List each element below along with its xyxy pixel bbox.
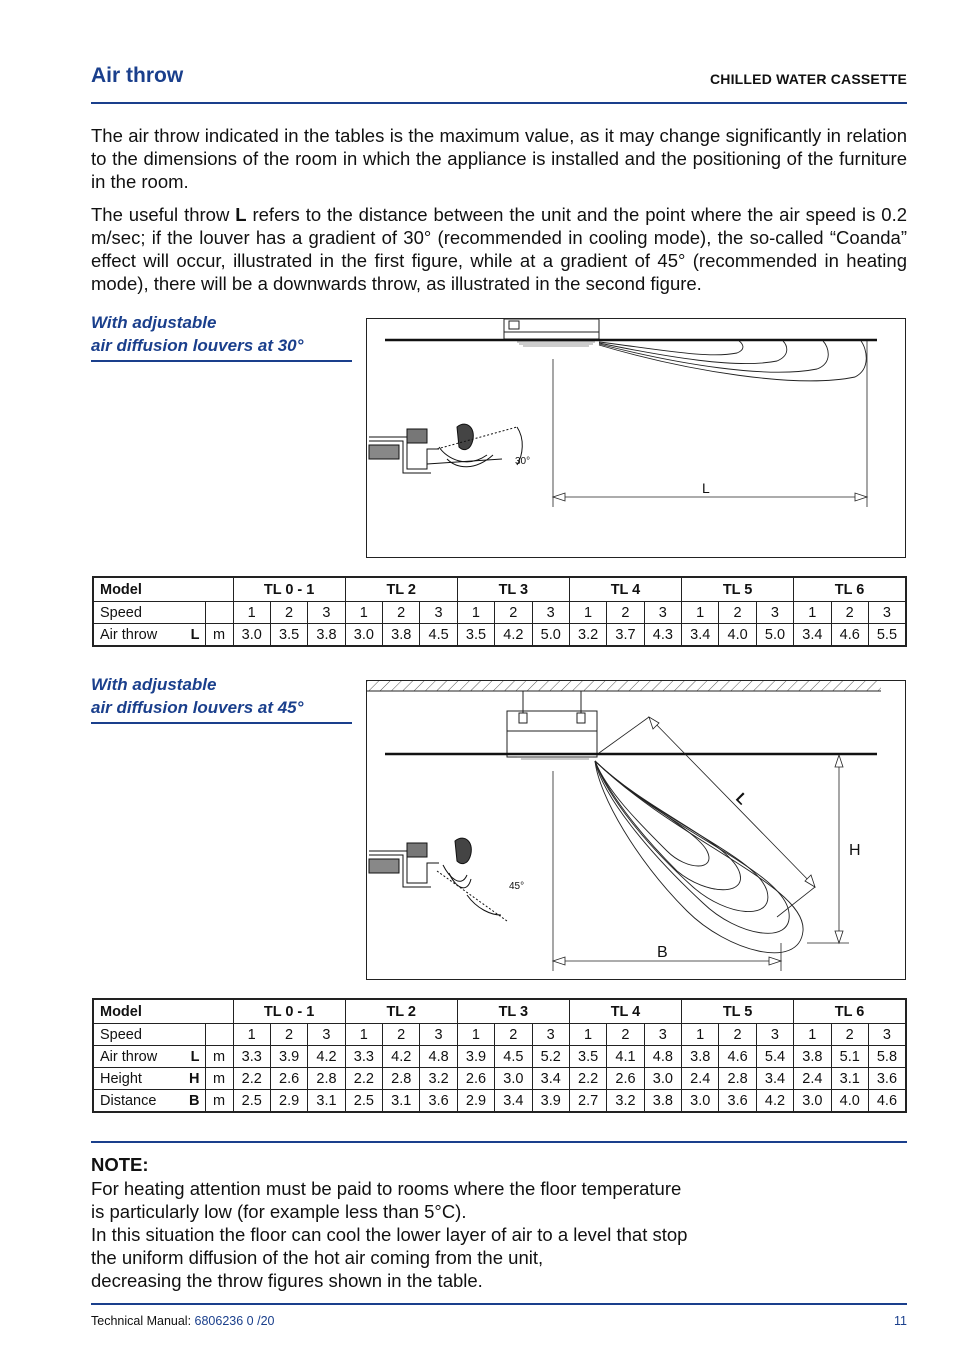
row-symbol: B [181, 1090, 205, 1113]
table-cell: 2.8 [719, 1068, 756, 1090]
row-unit: m [205, 624, 233, 647]
speed-value: 1 [569, 602, 606, 624]
model-name: TL 3 [457, 577, 569, 602]
model-name: TL 4 [569, 999, 681, 1024]
table-cell: 2.4 [682, 1068, 719, 1090]
table-cell: 2.6 [607, 1068, 644, 1090]
table-cell: 2.5 [345, 1090, 382, 1113]
speed-value: 3 [644, 1024, 681, 1046]
angle-label-45: 45° [509, 881, 525, 892]
table-cell: 3.8 [308, 624, 345, 647]
table-cell: 4.0 [719, 624, 756, 647]
speed-value: 2 [270, 602, 307, 624]
table-cell: 3.6 [719, 1090, 756, 1113]
table-header-row [93, 577, 906, 602]
table-cell: 3.2 [420, 1068, 457, 1090]
table-cell: 3.8 [682, 1046, 719, 1068]
table-cell: 4.0 [831, 1090, 868, 1113]
speed-value: 1 [345, 1024, 382, 1046]
table-cell: 3.4 [756, 1068, 793, 1090]
model-name: TL 2 [345, 577, 457, 602]
speed-value: 3 [644, 602, 681, 624]
airflow-plume-45 [595, 761, 803, 953]
speed-value: 3 [532, 602, 569, 624]
row-label: Air throw [93, 1046, 181, 1068]
table-cell: 3.1 [831, 1068, 868, 1090]
table-cell: 3.5 [569, 1046, 606, 1068]
table-cell: 2.2 [345, 1068, 382, 1090]
table-cell: 2.2 [569, 1068, 606, 1090]
model-name: TL 4 [569, 577, 681, 602]
model-name: TL 3 [457, 999, 569, 1024]
header-rule [91, 102, 907, 104]
table-cell: 3.4 [682, 624, 719, 647]
table-cell: 2.6 [457, 1068, 494, 1090]
figure45-caption-line1: With adjustable [91, 675, 217, 694]
table-cell: 3.0 [644, 1068, 681, 1090]
table-cell: 4.2 [383, 1046, 420, 1068]
table-cell: 3.9 [532, 1090, 569, 1113]
section-title: CHILLED WATER CASSETTE [709, 71, 907, 87]
speed-value: 3 [868, 602, 906, 624]
speed-value: 2 [831, 1024, 868, 1046]
speed-label: Speed [93, 602, 205, 624]
speed-value: 1 [569, 1024, 606, 1046]
table-cell: 3.0 [233, 624, 270, 647]
table-cell: 3.2 [569, 624, 606, 647]
speed-value: 2 [495, 1024, 532, 1046]
speed-value: 3 [308, 602, 345, 624]
table-cell: 2.8 [383, 1068, 420, 1090]
model-name: TL 6 [794, 999, 906, 1024]
speed-value: 3 [420, 602, 457, 624]
note-line-3: In this situation the floor can cool the lower layer of air to a level that stop [91, 1224, 688, 1245]
table-cell: 3.0 [345, 624, 382, 647]
intro-p2-before: The useful throw [91, 204, 236, 225]
speed-value: 2 [270, 1024, 307, 1046]
speed-unit-cell [205, 1024, 233, 1046]
table-cell: 5.0 [756, 624, 793, 647]
note-title: NOTE: [91, 1154, 149, 1175]
figure45-svg [367, 681, 905, 979]
note-line-2: is particularly low (for example less than 5°C). [91, 1201, 467, 1222]
row-label: Distance [93, 1090, 181, 1113]
table-cell: 3.9 [270, 1046, 307, 1068]
speed-value: 3 [756, 1024, 793, 1046]
cassette-unit-45 [507, 691, 597, 757]
table-cell: 2.9 [457, 1090, 494, 1113]
table-speed-row [93, 602, 906, 624]
table-cell: 4.8 [644, 1046, 681, 1068]
note-line-5: decreasing the throw figures shown in the table. [91, 1270, 483, 1291]
table-cell: 2.2 [233, 1068, 270, 1090]
speed-value: 1 [682, 602, 719, 624]
table-cell: 4.2 [308, 1046, 345, 1068]
dimension-B-45 [553, 771, 781, 971]
model-name: TL 6 [794, 577, 906, 602]
model-name: TL 5 [682, 999, 794, 1024]
speed-value: 1 [794, 1024, 831, 1046]
table-cell: 3.5 [270, 624, 307, 647]
table-cell: 5.8 [868, 1046, 906, 1068]
intro-p2-bold: L [235, 204, 247, 225]
speed-value: 2 [719, 602, 756, 624]
speed-value: 1 [682, 1024, 719, 1046]
dimension-H-45 [807, 755, 849, 943]
table-speed-row [93, 1024, 906, 1046]
speed-unit-cell [205, 602, 233, 624]
speed-value: 1 [794, 602, 831, 624]
model-name: TL 0 - 1 [233, 999, 345, 1024]
table-row [93, 1090, 906, 1113]
table-cell: 4.6 [831, 624, 868, 647]
row-unit: m [205, 1068, 233, 1090]
table-cell: 3.2 [607, 1090, 644, 1113]
speed-label: Speed [93, 1024, 205, 1046]
table-cell: 4.3 [644, 624, 681, 647]
table-cell: 3.7 [607, 624, 644, 647]
note-rule [91, 1141, 907, 1143]
figure45-caption [91, 673, 351, 719]
table-cell: 3.4 [495, 1090, 532, 1113]
table-cell: 3.1 [383, 1090, 420, 1113]
table-cell: 4.1 [607, 1046, 644, 1068]
speed-value: 1 [457, 1024, 494, 1046]
speed-value: 1 [233, 602, 270, 624]
speed-value: 3 [308, 1024, 345, 1046]
intro-paragraph-1: The air throw indicated in the tables is the maximum value, as it may change significantly in relation to the dimensions of the room in which the appliance is installed and the positioning of the furniture in the room. [91, 125, 907, 192]
grille-30 [517, 342, 595, 346]
angle-label-30: 30° [515, 456, 531, 467]
table-cell: 3.8 [794, 1046, 831, 1068]
table-cell: 3.6 [420, 1090, 457, 1113]
speed-value: 2 [719, 1024, 756, 1046]
speed-value: 3 [532, 1024, 569, 1046]
model-header: Model [93, 999, 233, 1024]
table-cell: 5.1 [831, 1046, 868, 1068]
table-row [93, 1068, 906, 1090]
model-name: TL 5 [682, 577, 794, 602]
model-name: TL 0 - 1 [233, 577, 345, 602]
table-cell: 2.6 [270, 1068, 307, 1090]
speed-value: 2 [831, 602, 868, 624]
figure30-caption-line1: With adjustable [91, 313, 217, 332]
airflow-curves-30 [599, 341, 866, 381]
speed-value: 1 [457, 602, 494, 624]
page-number: 11 [894, 1314, 907, 1328]
louver-detail-45 [369, 838, 507, 921]
table-cell: 2.8 [308, 1068, 345, 1090]
row-unit: m [205, 1046, 233, 1068]
row-unit: m [205, 1090, 233, 1113]
speed-value: 3 [420, 1024, 457, 1046]
table-cell: 4.6 [719, 1046, 756, 1068]
air-throw-table-30 [92, 576, 907, 647]
table-cell: 5.2 [532, 1046, 569, 1068]
speed-value: 1 [345, 602, 382, 624]
row-symbol: L [181, 1046, 205, 1068]
table-cell: 2.4 [794, 1068, 831, 1090]
speed-value: 2 [495, 602, 532, 624]
intro-p2-after: refers to the distance between the unit and the point where the air speed is 0.2 m/sec; if the louver has a gradient of 30° (recommended in cooling mode), the so-called “Coanda” effect will occur, illustrated in the first figure, while at a gradient of 45° (recommended in heating mode), there will be a downwards throw, as illustrated in the second figure. [91, 204, 907, 294]
dimension-L-30 [553, 341, 867, 507]
figure30-caption-line2: air diffusion louvers at 30° [91, 336, 304, 355]
figure30-svg [367, 319, 905, 557]
table-cell: 2.7 [569, 1090, 606, 1113]
table-cell: 4.8 [420, 1046, 457, 1068]
louver-detail-30 [369, 424, 522, 473]
table-cell: 3.4 [532, 1068, 569, 1090]
model-header: Model [93, 577, 233, 602]
grille-45 [517, 757, 593, 759]
figure30-diagram [366, 318, 906, 558]
table-cell: 3.1 [308, 1090, 345, 1113]
footer-manual-label: Technical Manual: [91, 1314, 195, 1328]
table-cell: 5.0 [532, 624, 569, 647]
row-label: Height [93, 1068, 181, 1090]
cassette-unit-30 [504, 319, 599, 339]
row-symbol: H [181, 1068, 205, 1090]
table-cell: 3.0 [682, 1090, 719, 1113]
table-cell: 4.2 [756, 1090, 793, 1113]
speed-value: 2 [607, 602, 644, 624]
figure30-caption-rule [91, 360, 352, 362]
table-cell: 4.6 [868, 1090, 906, 1113]
speed-value: 1 [233, 1024, 270, 1046]
table-cell: 4.5 [495, 1046, 532, 1068]
length-label-30: L [702, 480, 710, 496]
table-cell: 3.5 [457, 624, 494, 647]
table-row [93, 1046, 906, 1068]
distance-label-45: B [657, 944, 668, 961]
footer-manual-code: 6806236 0 /20 [194, 1314, 275, 1328]
figure45-diagram [366, 680, 906, 980]
table-cell: 4.5 [420, 624, 457, 647]
ceiling-slab-45 [367, 681, 881, 691]
table-cell: 3.4 [794, 624, 831, 647]
table-cell: 4.2 [495, 624, 532, 647]
speed-value: 2 [383, 602, 420, 624]
table-cell: 3.8 [644, 1090, 681, 1113]
length-label-45: L [732, 789, 751, 809]
speed-value: 2 [607, 1024, 644, 1046]
figure45-caption-rule [91, 722, 352, 724]
table-cell: 3.0 [495, 1068, 532, 1090]
row-symbol: L [181, 624, 205, 647]
speed-value: 3 [756, 602, 793, 624]
note-line-1: For heating attention must be paid to rooms where the floor temperature [91, 1178, 682, 1199]
intro-paragraph-2 [91, 203, 907, 295]
table-cell: 3.6 [868, 1068, 906, 1090]
table-cell: 5.5 [868, 624, 906, 647]
row-label: Air throw [93, 624, 181, 647]
table-header-row [93, 999, 906, 1024]
note-line-4: the uniform diffusion of the hot air coming from the unit, [91, 1247, 544, 1268]
air-throw-table-45 [92, 998, 907, 1113]
table-cell: 3.8 [383, 624, 420, 647]
table-cell: 3.3 [233, 1046, 270, 1068]
table-row [93, 624, 906, 647]
figure45-caption-line2: air diffusion louvers at 45° [91, 698, 304, 717]
figure30-caption [91, 311, 351, 357]
footer-manual [91, 1314, 274, 1328]
table-cell: 3.0 [794, 1090, 831, 1113]
table-cell: 2.5 [233, 1090, 270, 1113]
speed-value: 2 [383, 1024, 420, 1046]
page-title: Air throw [91, 64, 184, 87]
height-label-45: H [849, 842, 861, 859]
model-name: TL 2 [345, 999, 457, 1024]
speed-value: 3 [868, 1024, 906, 1046]
table-cell: 3.3 [345, 1046, 382, 1068]
table-cell: 5.4 [756, 1046, 793, 1068]
table-cell: 2.9 [270, 1090, 307, 1113]
table-cell: 3.9 [457, 1046, 494, 1068]
footer-rule [91, 1303, 907, 1305]
